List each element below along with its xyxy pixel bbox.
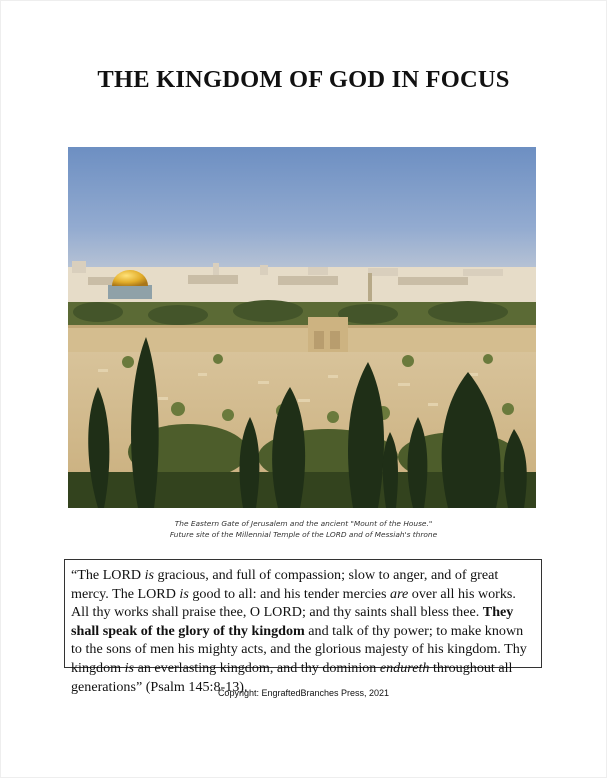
quote-text: an everlasting kingdom, and thy dominion: [134, 659, 380, 676]
quote-bold: They shall speak of the glory of thy kingdom: [71, 604, 514, 639]
quote-text: “The LORD: [71, 567, 145, 583]
quote-text: gracious, and full of compassion; slow to anger, and of great mercy. The LORD: [71, 567, 499, 602]
quote-text: good to all: and his tender mercies: [188, 585, 391, 602]
caption-line-1: The Eastern Gate of Jerusalem and the ancient "Mount of the House.": [174, 519, 433, 528]
page-title: THE KINGDOM OF GOD IN FOCUS: [97, 66, 510, 93]
quote-italic: is: [179, 585, 189, 602]
photo-caption: [0, 518, 607, 540]
quote-text: over all his works. All thy works shall praise thee, O LORD; and thy saints shall bless thee.: [71, 585, 516, 621]
copyright-notice: Copyright: EngraftedBranches Press, 2021: [217, 688, 390, 698]
jerusalem-photo-illustration: [68, 147, 536, 508]
jerusalem-photo: [68, 147, 536, 508]
quote-italic: is: [144, 567, 154, 583]
quote-italic: endureth: [379, 659, 430, 676]
quote-italic: is: [124, 659, 135, 676]
quote-italic: are: [390, 585, 409, 602]
quote-text: throughout all generations” (Psalm 145:8-13).: [71, 659, 513, 695]
caption-line-2: Future site of the Millennial Temple of the LORD and of Messiah's throne: [169, 530, 438, 539]
quote-text: and talk of thy power; to make known to the sons of men his mighty acts, and the glorious majesty of his kingdom. Thy kingdom: [71, 622, 527, 676]
